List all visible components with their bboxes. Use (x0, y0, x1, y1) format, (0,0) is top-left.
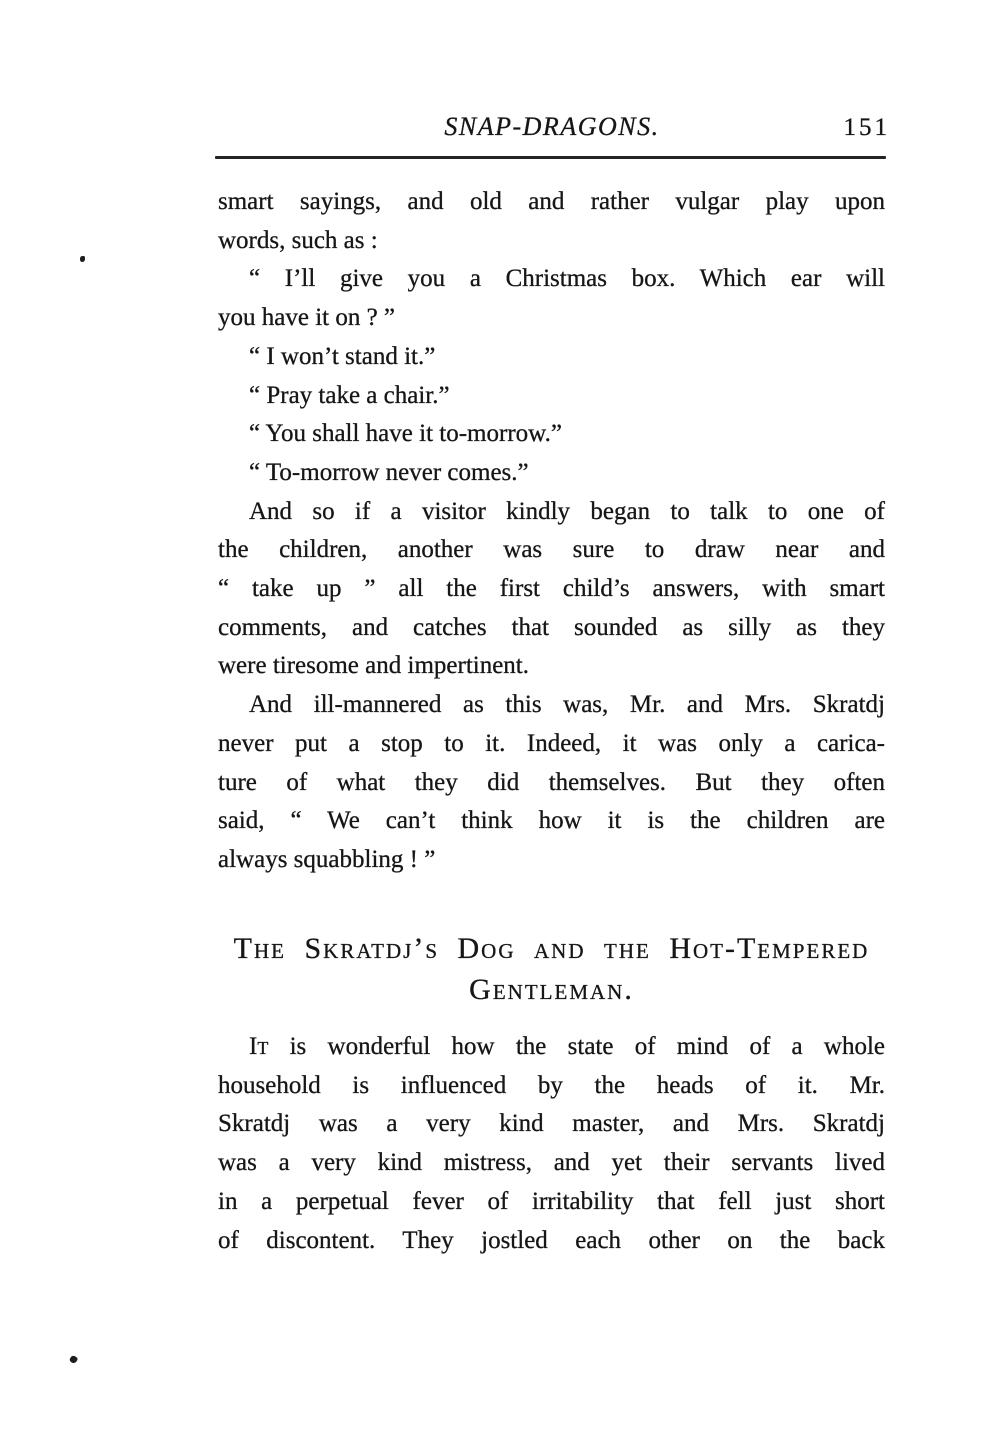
lead-word: It (249, 1033, 269, 1060)
text-line: of discontent. They jostled each other on the back (218, 1226, 885, 1254)
text-line: the children, another was sure to draw near and (218, 536, 885, 564)
page-title: SNAP-DRAGONS. (444, 112, 660, 141)
text-line: And ill-mannered as this was, Mr. and Mrs. Skratdj (249, 691, 885, 719)
text-line (218, 1028, 885, 1067)
text-block-2 (218, 1028, 885, 1260)
text-line: Skratdj was a very kind master, and Mrs. Skratdj (218, 1110, 885, 1138)
text-line: And so if a visitor kindly began to talk to one of (249, 497, 885, 525)
text-line: “ Pray take a chair.” (249, 381, 450, 409)
section-heading-line: The Skratdj’s Dog and the Hot-Tempered (233, 932, 870, 965)
text-line: “ I won’t stand it.” (249, 342, 436, 370)
text-block-1 (218, 183, 885, 880)
text-line: never put a stop to it. Indeed, it was only a carica- (218, 729, 885, 757)
text-line: said, “ We can’t think how it is the children are (218, 807, 885, 835)
text-line: were tiresome and impertinent. (218, 652, 529, 680)
page-number: 151 (843, 114, 890, 141)
text-line: words, such as : (218, 226, 378, 254)
header-rule (215, 156, 886, 159)
text-line: ture of what they did themselves. But they often (218, 768, 885, 796)
ink-speck (69, 1355, 79, 1365)
text-line: comments, and catches that sounded as silly as they (218, 613, 885, 641)
text-line: in a perpetual fever of irritability that fell just short (218, 1187, 885, 1215)
text-line: household is influenced by the heads of it. Mr. (218, 1071, 885, 1099)
text-line-rest: is wonderful how the state of mind of a whole (268, 1033, 885, 1060)
ink-speck (80, 256, 85, 262)
text-line: you have it on ? ” (218, 304, 396, 332)
text-line: smart sayings, and old and rather vulgar play upon (218, 188, 885, 215)
running-header (218, 110, 890, 146)
section-heading-line: Gentleman. (469, 972, 634, 1006)
text-line: “ You shall have it to-morrow.” (249, 420, 562, 448)
text-line: was a very kind mistress, and yet their servants lived (218, 1149, 885, 1177)
text-line: “ take up ” all the first child’s answers, with smart (218, 575, 885, 603)
text-line: always squabbling ! ” (218, 845, 436, 873)
text-line: “ I’ll give you a Christmas box. Which ear will (249, 265, 885, 293)
section-heading (218, 929, 885, 1010)
text-line: “ To-morrow never comes.” (249, 458, 529, 486)
